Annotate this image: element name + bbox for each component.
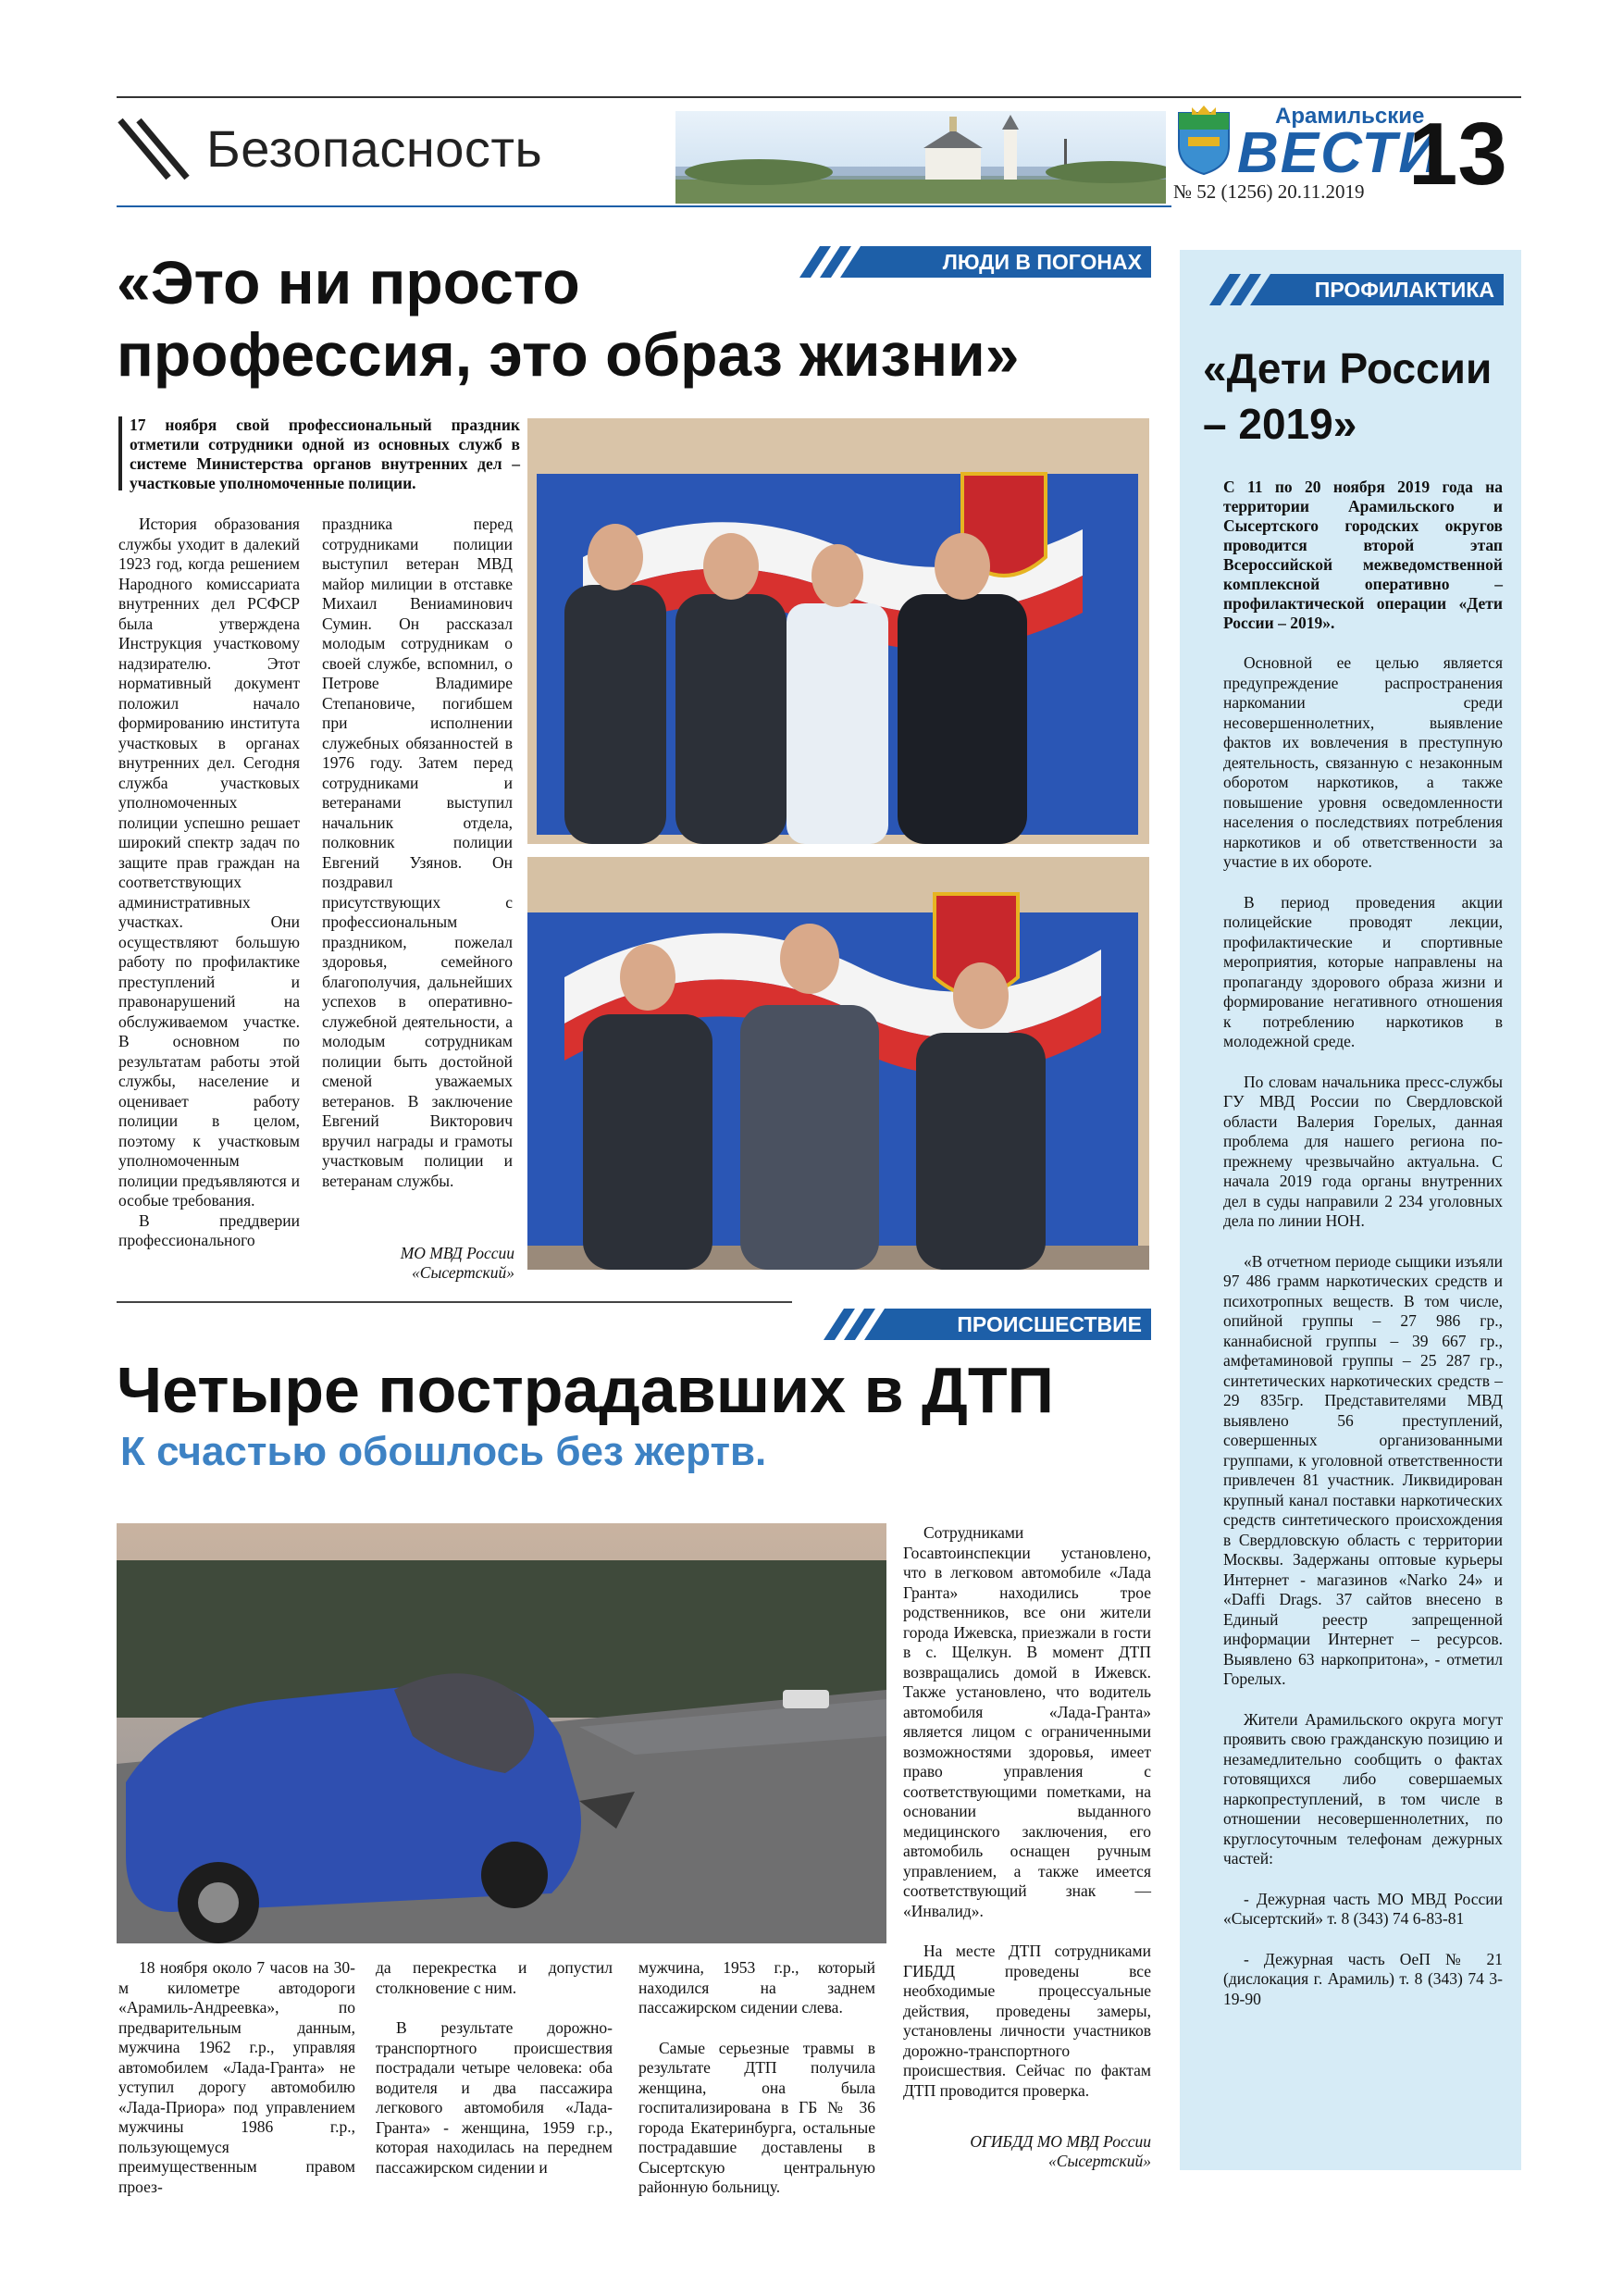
article1-headline [117, 246, 1019, 391]
article1-paragraph: История образования службы уходит в далекий 1923 год, когда решением Народного комиссариата внутренних дел РСФСР была утверждена Инструкция участковому надзирателю. Этот нормативный документ положил начало формированию института участковых в органах внутренних дел. Сегодня служба участковых уполномоченных полиции успешно решает широкий спектр задач по защите прав граждан на соответствующих административных участках. Они осуществляют большую работу по профилактике преступлений и правонарушений на обслуживаемом участке. В основном по результатам работы этой службы, население и оценивает работу полиции в целом, поэтому к участковым уполномоченным полиции предъявляются и особые требования. [118, 515, 300, 1210]
article2-paragraph: мужчина, 1953 г.р., который находился на заднем пассажирском сидении слева. [638, 1958, 875, 2017]
article1-signature [315, 1244, 514, 1283]
article2-column1 [118, 1958, 355, 2197]
article2-signature [903, 2132, 1151, 2171]
issue-number-date: № 52 (1256) 20.11.2019 [1173, 180, 1365, 203]
article1-paragraph: праздника перед сотрудниками полиции выступил ветеран МВД майор милиции в отставке Михаил Вениаминович Сумин. Он рассказал молодым сотрудникам о своей службе, вспомнил, о Петрове Владимире Степановиче, погибшем при исполнении служебных обязанностей в 1976 году. Затем перед сотрудниками и ветеранами выступил начальник отдела, полковник полиции Евгений Узянов. Он поздравил присутствующих с профессиональным праздником, пожелал здоровья, семейного благополучия, дальнейших успехов в оперативно-служебной деятельности, а молодым сотрудникам полиции быть достойной сменой уважаемых ветеранов. В заключение Евгений Викторович вручил награды и грамоты участковым полиции и ветеранам службы. [322, 515, 513, 1190]
article-divider [117, 1301, 792, 1303]
sidebar-paragraph: Основной ее целью является предупреждение распространения наркомании среди несовершеннолетних, выявление фактов их вовлечения в преступную деятельность, связанную с незаконным оборотом наркотиков, а также повышение уровня осведомленности населения о последствиях потребления наркотиков и об ответственности за участие в их обороте. [1223, 653, 1503, 871]
sidebar-phone: - Дежурная часть ОеП № 21 (дислокация г. Арамиль) т. 8 (343) 74 3-19-90 [1223, 1949, 1503, 2008]
article2-column3 [638, 1958, 875, 2198]
sidebar-phone: - Дежурная часть МО МВД России «Сысертский» т. 8 (343) 74 6-83-81 [1223, 1889, 1503, 1928]
header-landscape-image [675, 111, 1166, 204]
article2-paragraph: да перекрестка и допустил столкновение с ним. [376, 1958, 613, 1997]
sidebar-title-line1: «Дети России [1203, 344, 1493, 392]
article2-paragraph: Сотрудниками Госавтоинспекции установлено, что в легковом автомобиле «Лада Гранта» находились трое родственников, все они жители города Ижевска, приезжали в гости в с. Щелкун. В момент ДТП возвращались домой в Ижевск. Также установлено, что водитель автомобиля «Лада-Гранта» является лицом с ограниченными возможностями здоровья, имеет право управления с соответствующими пометками, на основании выданного медицинского заключения, его автомобиль оснащен ручным управлением, а также имеется соответствующий знак — «Инвалид». [903, 1523, 1151, 1920]
article1-tag-label: ЛЮДИ В ПОГОНАХ [877, 246, 1151, 278]
header-top-rule [117, 96, 1521, 98]
section-slashes-icon [117, 117, 191, 181]
sidebar-paragraph: В период проведения акции полицейские проводят лекции, профилактические и спортивные мероприятия, которые направлены на пропаганду здорового образа жизни и формирование негативного отношения к потреблению наркотиков в молодежной среде. [1223, 892, 1503, 1050]
article2-column4 [903, 1523, 1151, 2101]
sidebar-lead: С 11 по 20 ноября 2019 года на территории Арамильского и Сысертского городских округов проводится второй этап Всероссийской межведомственной комплексной оперативно – профилактической операции «Дети России – 2019». [1223, 478, 1503, 632]
article2-paragraph: 18 ноября около 7 часов на 30-м километре автодороги «Арамиль-Андреевка», по предварительным данным, мужчина 1962 г.р., управляя автомобилем «Лада-Гранта» не уступил дорогу автомобилю «Лада-Приора» под управлением мужчины 1986 г.р., пользующемуся преимущественным правом проез- [118, 1958, 355, 2196]
sidebar-section-tag [1209, 274, 1504, 305]
article2-paragraph: Самые серьезные травмы в результате ДТП получила женщина, она была госпитализирована в ГБ № 36 города Екатеринбурга, остальные пострадавшие доставлены в Сысертскую центральную районную больницу. [638, 2038, 875, 2196]
police-group-photo-1 [527, 418, 1149, 844]
sidebar-title [1203, 341, 1492, 452]
article2-paragraph: В результате дорожно-транспортного происшествия пострадали четыре человека: оба водителя и два пассажира легкового автомобиля «Лада-Гранта» - женщина, 1959 г.р., которая находилась на переднем пассажирском сидении и [376, 2018, 613, 2177]
article1-signature-line2: «Сысертский» [412, 1263, 514, 1282]
article2-signature-line1: ОГИБДД МО МВД России [970, 2132, 1151, 2151]
article1-headline-line1: «Это ни просто [117, 248, 580, 316]
article2-subtitle: К счастью обошлось без жертв. [120, 1429, 767, 1474]
article2-section-tag [824, 1309, 1151, 1340]
article1-paragraph: В преддверии профессионального [118, 1210, 300, 1249]
article2-headline: Четыре пострадавших в ДТП [117, 1354, 1054, 1426]
masthead-small: Арамильские [1275, 104, 1425, 129]
sidebar-title-line2: – 2019» [1203, 400, 1357, 448]
sidebar-paragraph: Жители Арамильского округа могут проявить свою гражданскую позицию и незамедлительно сообщить о фактах готовящихся либо совершаемых наркопреступлений, в том числе в отношении несовершеннолетних, по круглосуточным телефонам дежурных частей: [1223, 1709, 1503, 1868]
lead-rule [118, 416, 122, 490]
article1-column1 [118, 515, 300, 1251]
sidebar-paragraph: По словам начальника пресс-службы ГУ МВД России по Свердловской области Валерия Горелых, данная проблема для нашего региона по-прежнему чрезвычайно актуальна. С начала 2019 года органы внутренних дел в суды направили 2 234 уголовных дела по линии НОН. [1223, 1072, 1503, 1230]
page-number: 13 [1408, 105, 1507, 204]
article1-signature-line1: МО МВД России [400, 1244, 514, 1262]
article2-tag-label: ПРОИСШЕСТВИЕ [901, 1309, 1151, 1340]
coat-of-arms-logo [1175, 104, 1233, 176]
sidebar-tag-label: ПРОФИЛАКТИКА [1287, 274, 1504, 305]
article1-column2 [322, 515, 513, 1191]
article2-column2 [376, 1958, 613, 2178]
article1-headline-line2: профессия, это образ жизни» [117, 320, 1020, 389]
article2-paragraph: На месте ДТП сотрудниками ГИБДД проведены все необходимые процессуальные действия, проведены замеры, установлены личности участников дорожно-транспортного происшествия. Сейчас по фактам ДТП проводится проверка. [903, 1942, 1151, 2100]
article1-lead: 17 ноября свой профессиональный праздник отметили сотрудники одной из основных служб в системе Министерства органов внутренних дел – участковые уполномоченные полиции. [130, 416, 520, 492]
sidebar-text [1223, 478, 1503, 2009]
sidebar-paragraph: «В отчетном периоде сыщики изъяли 97 486 грамм наркотических средств и психотропных веществ. В том числе, опийной группы – 27 986 гр., каннабисной группы – 39 667 гр., амфетаминовой группы – 25 287 гр., синтетических наркотических средств – 29 835гр. Представителями МВД выявлено 56 преступлений, совершенных организованными группами, к уголовной ответственности привлечен 81 участник. Ликвидирован крупный канал поставки наркотических средств синтетического происхождения в Свердловскую область с территории Москвы. Задержаны оптовые курьеры Интернет - магазинов «Narko 24» и «Daffi Drags. 37 сайтов внесено в Единый реестр запрещенной информации Интернет – ресурсов. Выявлено 63 наркопритона», - отметил Горелых. [1223, 1251, 1503, 1688]
article2-signature-line2: «Сысертский» [1048, 2152, 1151, 2170]
section-title: Безопасность [206, 119, 543, 178]
masthead-title: ВЕСТИ [1237, 121, 1443, 185]
police-group-photo-2 [527, 857, 1149, 1270]
car-crash-photo [117, 1523, 886, 1943]
header-bottom-rule [117, 205, 1171, 207]
